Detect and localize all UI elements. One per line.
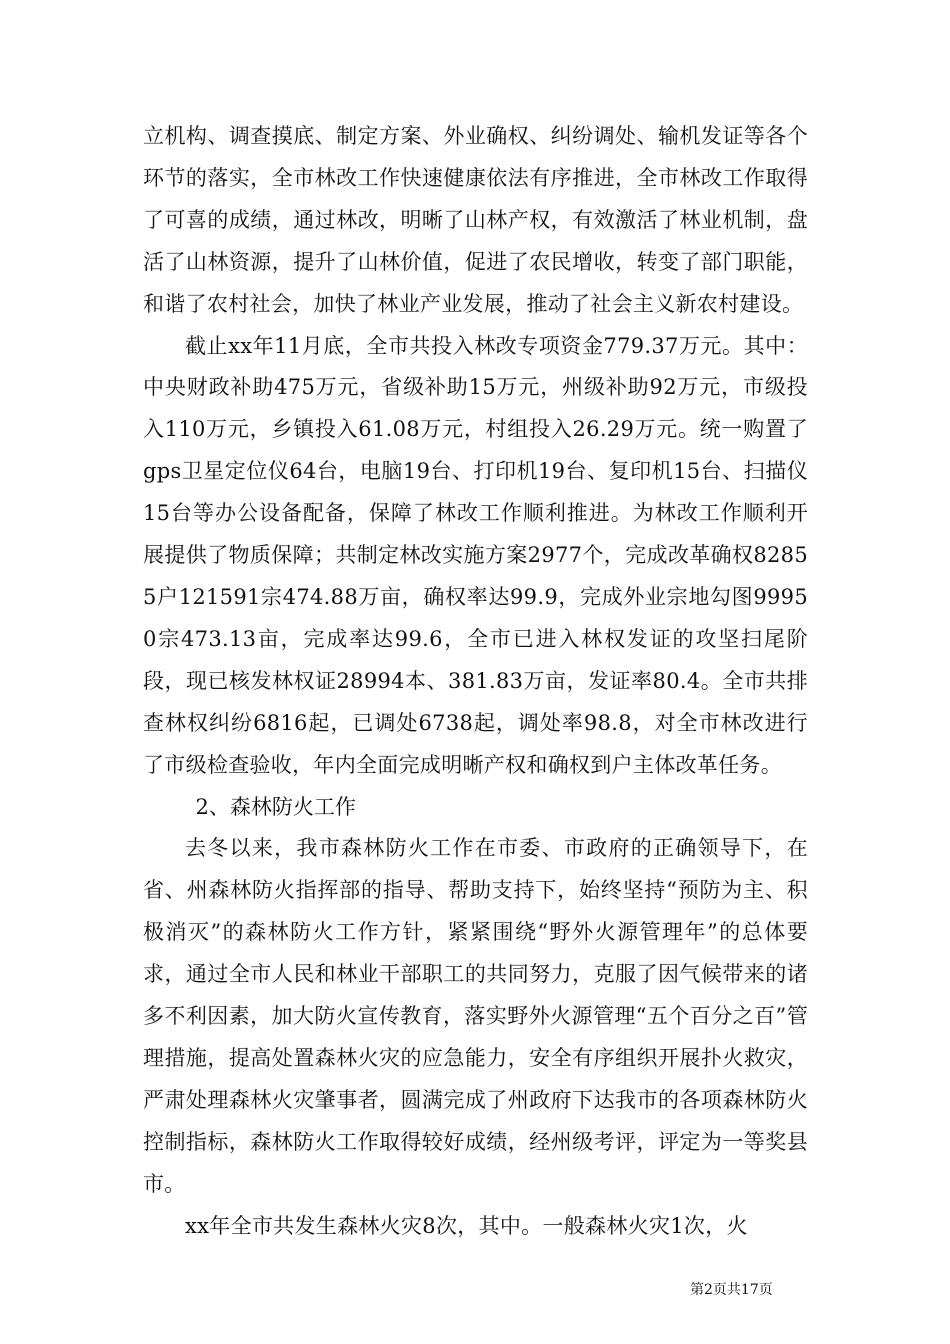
page-number-footer: 第2页共17页 <box>690 1282 773 1298</box>
section-heading-fire-prevention: 2、森林防火工作 <box>195 794 356 819</box>
paragraph-fire-statistics: xx年全市共发生森林火灾8次，其中。一般森林火灾1次，火 <box>185 1213 748 1238</box>
document-body <box>143 116 808 1247</box>
paragraph-fire-prevention-summary: 去冬以来，我市森林防火工作在市委、市政府的正确领导下，在省、州森林防火指挥部的指导、帮助支持下，始终坚持“预防为主、积极消灭”的森林防火工作方针，紧紧围绕“野外火源管理年”的总体要求，通过全市人民和林业干部职工的共同努力，克服了因气候带来的诸多不利因素，加大防火宣传教育，落实野外火源管理“五个百分之百”管理措施，提高处置森林火灾的应急能力，安全有序组织开展扑火救灾，严肃处理森林火灾肇事者，圆满完成了州政府下达我市的各项森林防火控制指标，森林防火工作取得较好成绩，经州级考评，评定为一等奖县市。 <box>143 836 808 1196</box>
paragraph-forest-reform-funding: 截止xx年11月底，全市共投入林改专项资金779.37万元。其中：中央财政补助475万元，省级补助15万元，州级补助92万元，市级投入110万元，乡镇投入61.08万元，村组投入26.29万元。统一购置了gps卫星定位仪64台，电脑19台、打印机19台、复印机15台、扫描仪15台等办公设备配备，保障了林改工作顺利推进。为林改工作顺利开展提供了物质保障；共制定林改实施方案2977个，完成改革确权82855户121591宗474.88万亩，确权率达99.9，完成外业宗地勾图99950宗473.13亩，完成率达99.6，全市已进入林权发证的攻坚扫尾阶段，现已核发林权证28994本、381.83万亩，发证率80.4。全市共排查林权纠纷6816起，已调处6738起，调处率98.8，对全市林改进行了市级检查验收，年内全面完成明晰产权和确权到户主体改革任务。 <box>143 333 808 777</box>
paragraph-forest-reform-results: 立机构、调查摸底、制定方案、外业确权、纠纷调处、输机发证等各个环节的落实，全市林改工作快速健康依法有序推进，全市林改工作取得了可喜的成绩，通过林改，明晰了山林产权，有效激活了林业机制，盘活了山林资源，提升了山林价值，促进了农民增收，转变了部门职能，和谐了农村社会，加快了林业产业发展，推动了社会主义新农村建设。 <box>143 124 808 316</box>
